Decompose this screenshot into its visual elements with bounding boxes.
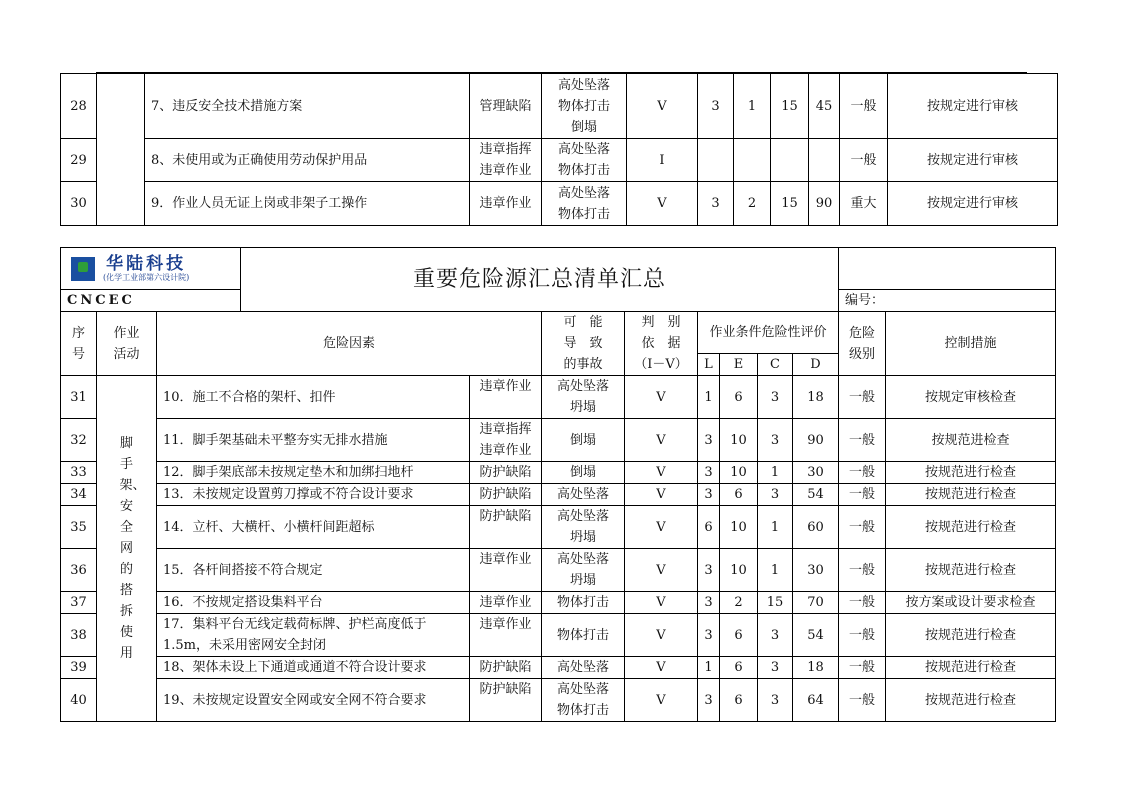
col-header-measure: 控制措施: [886, 312, 1056, 376]
score-E: 10: [720, 549, 758, 592]
control-measure: 按规定审核检查: [886, 376, 1056, 419]
judgement-basis: V: [625, 484, 698, 506]
hazard-factor: 16．不按规定搭设集料平台: [157, 592, 470, 614]
judgement-basis: V: [625, 592, 698, 614]
hazard-factor: 8、未使用或为正确使用劳动保护用品: [145, 139, 470, 182]
judgement-basis: V: [625, 614, 698, 657]
table-row: [61, 74, 1058, 139]
row-number: 31: [61, 376, 97, 419]
score-E: 2: [734, 182, 771, 226]
score-L: 6: [698, 506, 720, 549]
score-D: 30: [793, 462, 839, 484]
possible-accident: 物体打击: [542, 592, 625, 614]
col-header-accident: 可 能 导 致 的事故: [542, 312, 625, 376]
control-measure: 按规范进行检查: [886, 657, 1056, 679]
table-row: [61, 592, 1056, 614]
score-L: 3: [698, 614, 720, 657]
score-D: 18: [793, 376, 839, 419]
control-measure: 按规范进行检查: [886, 484, 1056, 506]
score-E: 6: [720, 484, 758, 506]
col-header-no: 序 号: [61, 312, 97, 376]
possible-accident: 高处坠落 物体打击: [542, 679, 625, 722]
score-C: 3: [758, 614, 793, 657]
score-C: 3: [758, 657, 793, 679]
activity-cell-blank: [97, 74, 145, 226]
table-row: [61, 549, 1056, 592]
row-number: 35: [61, 506, 97, 549]
hazard-cause: 违章指挥 违章作业: [470, 419, 542, 462]
control-measure: 按规范进行检查: [886, 549, 1056, 592]
control-measure: 按规定进行审核: [888, 139, 1058, 182]
hazard-cause: 防护缺陷: [470, 484, 542, 506]
control-measure: 按规范进行检查: [886, 506, 1056, 549]
control-measure: 按规范进行检查: [886, 679, 1056, 722]
row-number: 37: [61, 592, 97, 614]
table-row: [61, 182, 1058, 226]
hazard-factor: 7、违反安全技术措施方案: [145, 74, 470, 139]
hazard-cause: 防护缺陷: [470, 679, 542, 722]
score-L: 3: [698, 484, 720, 506]
score-L: 1: [698, 657, 720, 679]
row-number: 29: [61, 139, 97, 182]
table-row: [61, 462, 1056, 484]
score-D: 60: [793, 506, 839, 549]
risk-level: 一般: [839, 657, 886, 679]
score-C: 3: [758, 679, 793, 722]
activity-cell: [97, 376, 157, 722]
hazard-cause: 违章作业: [470, 376, 542, 419]
score-L: 3: [698, 679, 720, 722]
score-C: 3: [758, 419, 793, 462]
score-E: 10: [720, 419, 758, 462]
score-D: [809, 139, 840, 182]
table-row: [61, 614, 1056, 657]
hazard-table-continued: [60, 73, 1058, 226]
judgement-basis: V: [625, 376, 698, 419]
hazard-factor: 14．立杆、大横杆、小横杆间距超标: [157, 506, 470, 549]
possible-accident: 高处坠落 物体打击: [542, 139, 627, 182]
row-number: 28: [61, 74, 97, 139]
hazard-factor: 13．未按规定设置剪刀撑或不符合设计要求: [157, 484, 470, 506]
score-L: [698, 139, 734, 182]
possible-accident: 高处坠落 坍塌: [542, 549, 625, 592]
score-C: [771, 139, 809, 182]
row-number: 39: [61, 657, 97, 679]
judgement-basis: V: [627, 182, 698, 226]
judgement-basis: V: [625, 549, 698, 592]
document-title: 重要危险源汇总清单汇总: [241, 248, 839, 312]
risk-level: 一般: [840, 139, 888, 182]
control-measure: 按方案或设计要求检查: [886, 592, 1056, 614]
table-row: [61, 657, 1056, 679]
col-header-level: 危险 级别: [839, 312, 886, 376]
score-C: 3: [758, 484, 793, 506]
header-blank-cell: [839, 248, 1056, 290]
possible-accident: 高处坠落 坍塌: [542, 506, 625, 549]
score-E: 10: [720, 506, 758, 549]
score-L: 3: [698, 74, 734, 139]
score-E: 2: [720, 592, 758, 614]
score-L: 3: [698, 419, 720, 462]
judgement-basis: V: [625, 462, 698, 484]
score-D: 64: [793, 679, 839, 722]
hazard-factor: 18、架体未设上下通道或通道不符合设计要求: [157, 657, 470, 679]
hazard-cause: 防护缺陷: [470, 506, 542, 549]
risk-level: 一般: [839, 614, 886, 657]
possible-accident: 高处坠落: [542, 657, 625, 679]
table-row: [61, 484, 1056, 506]
score-E: 6: [720, 657, 758, 679]
col-header-E: E: [720, 354, 758, 376]
hazard-cause: 防护缺陷: [470, 462, 542, 484]
hazard-cause: 违章作业: [470, 549, 542, 592]
judgement-basis: V: [625, 419, 698, 462]
company-code: CNCEC: [61, 290, 241, 312]
col-header-basis: 判 别 依 据 （I－V）: [625, 312, 698, 376]
control-measure: 按规定进行审核: [888, 74, 1058, 139]
score-D: 90: [793, 419, 839, 462]
logo-name: 华陆科技: [106, 253, 187, 274]
score-C: 15: [758, 592, 793, 614]
possible-accident: 物体打击: [542, 614, 625, 657]
risk-level: 一般: [839, 419, 886, 462]
col-header-factor: 危险因素: [157, 312, 542, 376]
row-number: 33: [61, 462, 97, 484]
score-C: 15: [771, 74, 809, 139]
activity-label: 脚手架、安全网的搭拆使用: [119, 436, 146, 661]
score-L: 3: [698, 462, 720, 484]
hazard-cause: 防护缺陷: [470, 657, 542, 679]
risk-level: 一般: [839, 549, 886, 592]
hazard-factor: 15．各杆间搭接不符合规定: [157, 549, 470, 592]
possible-accident: 高处坠落 物体打击 倒塌: [542, 74, 627, 139]
hazard-cause: 违章作业: [470, 614, 542, 657]
col-header-D: D: [793, 354, 839, 376]
score-L: 3: [698, 592, 720, 614]
risk-level: 一般: [839, 679, 886, 722]
hazard-cause: 违章作业: [470, 182, 542, 226]
possible-accident: 倒塌: [542, 462, 625, 484]
score-D: 54: [793, 484, 839, 506]
judgement-basis: V: [627, 74, 698, 139]
risk-level: 一般: [839, 506, 886, 549]
table-row: [61, 376, 1056, 419]
table-row: [61, 679, 1056, 722]
judgement-basis: I: [627, 139, 698, 182]
judgement-basis: V: [625, 679, 698, 722]
hazard-cause: 违章作业: [470, 592, 542, 614]
control-measure: 按规范进行检查: [886, 462, 1056, 484]
risk-level: 一般: [839, 376, 886, 419]
score-C: 3: [758, 376, 793, 419]
possible-accident: 高处坠落 坍塌: [542, 376, 625, 419]
hazard-factor: 12．脚手架底部未按规定垫木和加绑扫地杆: [157, 462, 470, 484]
judgement-basis: V: [625, 506, 698, 549]
document-number-label: 编号：: [839, 290, 1056, 312]
score-E: 10: [720, 462, 758, 484]
score-D: 54: [793, 614, 839, 657]
risk-level: 一般: [840, 74, 888, 139]
row-number: 38: [61, 614, 97, 657]
hazard-factor: 19、未按规定设置安全网或安全网不符合要求: [157, 679, 470, 722]
table-row: [61, 419, 1056, 462]
score-D: 30: [793, 549, 839, 592]
col-header-evaluation: 作业条件危险性评价: [698, 312, 839, 354]
possible-accident: 倒塌: [542, 419, 625, 462]
hazard-factor: 9．作业人员无证上岗或非架子工操作: [145, 182, 470, 226]
risk-level: 一般: [839, 462, 886, 484]
logo-subtitle: (化学工业部第六设计院): [103, 272, 190, 282]
score-D: 70: [793, 592, 839, 614]
score-C: 1: [758, 462, 793, 484]
judgement-basis: V: [625, 657, 698, 679]
score-E: [734, 139, 771, 182]
control-measure: 按规范进检查: [886, 419, 1056, 462]
hazard-factor: 17．集料平台无线定载荷标牌、护栏高度低于1.5m，未采用密网安全封闭: [157, 614, 470, 657]
possible-accident: 高处坠落: [542, 484, 625, 506]
col-header-C: C: [758, 354, 793, 376]
score-E: 1: [734, 74, 771, 139]
score-E: 6: [720, 679, 758, 722]
col-header-activity: 作业 活动: [97, 312, 157, 376]
score-D: 90: [809, 182, 840, 226]
score-L: 3: [698, 182, 734, 226]
row-number: 32: [61, 419, 97, 462]
score-C: 1: [758, 506, 793, 549]
control-measure: 按规定进行审核: [888, 182, 1058, 226]
hazard-cause: 违章指挥 违章作业: [470, 139, 542, 182]
table-row: [61, 506, 1056, 549]
logo-mark-icon: [71, 257, 95, 281]
company-logo: [61, 248, 241, 290]
hazard-factor: 10．施工不合格的架杆、扣件: [157, 376, 470, 419]
table-row: [61, 139, 1058, 182]
hazard-summary-table: [60, 247, 1056, 722]
hazard-cause: 管理缺陷: [470, 74, 542, 139]
score-D: 18: [793, 657, 839, 679]
row-number: 34: [61, 484, 97, 506]
risk-level: 重大: [840, 182, 888, 226]
possible-accident: 高处坠落 物体打击: [542, 182, 627, 226]
row-number: 30: [61, 182, 97, 226]
col-header-L: L: [698, 354, 720, 376]
score-L: 3: [698, 549, 720, 592]
score-L: 1: [698, 376, 720, 419]
score-C: 1: [758, 549, 793, 592]
row-number: 36: [61, 549, 97, 592]
control-measure: 按规范进行检查: [886, 614, 1056, 657]
score-E: 6: [720, 376, 758, 419]
risk-level: 一般: [839, 484, 886, 506]
score-C: 15: [771, 182, 809, 226]
hazard-factor: 11．脚手架基础未平整夯实无排水措施: [157, 419, 470, 462]
score-E: 6: [720, 614, 758, 657]
score-D: 45: [809, 74, 840, 139]
row-number: 40: [61, 679, 97, 722]
risk-level: 一般: [839, 592, 886, 614]
